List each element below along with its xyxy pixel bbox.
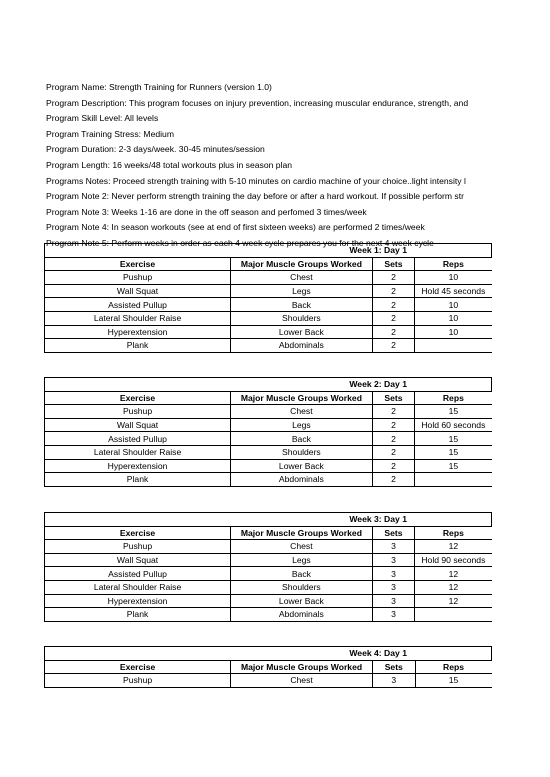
cell-reps (415, 339, 492, 353)
cell-sets: 3 (372, 553, 415, 567)
week-title: Week 3: Day 1 (45, 513, 492, 527)
cell-sets: 3 (372, 608, 415, 622)
table-row (45, 594, 492, 608)
cell-sets: 3 (372, 540, 415, 554)
cell-reps: 15 (415, 459, 492, 473)
cell-exercise: Assisted Pullup (45, 432, 231, 446)
col-header-exercise: Exercise (45, 391, 231, 405)
cell-reps: 15 (415, 674, 491, 688)
col-header-exercise: Exercise (45, 526, 231, 540)
cell-sets: 2 (372, 445, 415, 459)
table-row (45, 445, 492, 459)
cell-reps (415, 473, 492, 487)
table-row (45, 311, 492, 325)
col-header-exercise: Exercise (45, 257, 231, 271)
table-row (45, 325, 492, 339)
cell-sets: 3 (372, 674, 415, 688)
cell-sets: 2 (372, 473, 415, 487)
program-note-4-line: Program Note 4: In season workouts (see at end of first sixteen weeks) are performed 2 times/week (46, 222, 425, 233)
program-training-stress-line: Program Training Stress: Medium (46, 128, 174, 139)
cell-sets: 3 (372, 594, 415, 608)
program-name-line: Program Name: Strength Training for Runners (version 1.0) (46, 82, 272, 92)
cell-reps: 12 (415, 540, 492, 554)
table-row (45, 567, 492, 581)
cell-exercise: Lateral Shoulder Raise (45, 445, 231, 459)
col-header-reps: Reps (415, 660, 491, 674)
week-3-table (44, 512, 492, 622)
col-header-reps: Reps (415, 257, 492, 271)
program-note-3-line: Program Note 3: Weeks 1-16 are done in the off season and perfomed 3 times/week (46, 206, 367, 217)
table-row (45, 580, 492, 594)
cell-reps: Hold 90 seconds (415, 553, 492, 567)
cell-exercise: Lateral Shoulder Raise (45, 311, 231, 325)
cell-muscles: Lower Back (231, 325, 373, 339)
cell-sets: 2 (372, 405, 415, 419)
col-header-sets: Sets (372, 526, 415, 540)
cell-sets: 2 (372, 271, 415, 285)
cell-exercise: Hyperextension (45, 459, 231, 473)
cell-muscles: Abdominals (231, 339, 373, 353)
cell-muscles: Lower Back (231, 459, 373, 473)
cell-reps: Hold 60 seconds (415, 418, 492, 432)
week-4-table-wrap (44, 646, 492, 688)
cell-reps (415, 608, 492, 622)
cell-exercise: Pushup (45, 405, 231, 419)
cell-exercise: Plank (45, 473, 231, 487)
table-row (45, 432, 492, 446)
col-header-muscles: Major Muscle Groups Worked (231, 257, 373, 271)
table-row (45, 298, 492, 312)
week-title: Week 2: Day 1 (45, 378, 492, 392)
cell-sets: 3 (372, 580, 415, 594)
cell-exercise: Pushup (45, 674, 231, 688)
cell-reps: 15 (415, 445, 492, 459)
cell-sets: 2 (372, 418, 415, 432)
week-title: Week 4: Day 1 (45, 647, 492, 661)
week-1-table (44, 243, 492, 353)
cell-exercise: Assisted Pullup (45, 298, 231, 312)
week-3-table-wrap (44, 512, 492, 622)
col-header-muscles: Major Muscle Groups Worked (231, 526, 373, 540)
cell-sets: 2 (372, 339, 415, 353)
cell-exercise: Plank (45, 608, 231, 622)
cell-exercise: Wall Squat (45, 553, 231, 567)
cell-sets: 2 (372, 325, 415, 339)
table-row (45, 405, 492, 419)
col-header-sets: Sets (372, 660, 415, 674)
col-header-reps: Reps (415, 391, 492, 405)
col-header-muscles: Major Muscle Groups Worked (231, 660, 373, 674)
cell-sets: 2 (372, 432, 415, 446)
cell-exercise: Assisted Pullup (45, 567, 231, 581)
week-4-table (44, 646, 492, 688)
week-2-table (44, 377, 492, 487)
col-header-sets: Sets (372, 391, 415, 405)
cell-reps: Hold 45 seconds (415, 284, 492, 298)
cell-muscles: Chest (231, 271, 373, 285)
cell-muscles: Shoulders (231, 445, 373, 459)
program-length-line: Program Length: 16 weeks/48 total workouts plus in season plan (46, 159, 293, 170)
cell-exercise: Wall Squat (45, 418, 231, 432)
cell-muscles: Chest (231, 540, 373, 554)
cell-reps: 12 (415, 567, 492, 581)
cell-reps: 10 (415, 271, 492, 285)
week-2-table-wrap (44, 377, 492, 487)
cell-muscles: Back (231, 567, 373, 581)
cell-exercise: Wall Squat (45, 284, 231, 298)
program-notes (46, 80, 492, 252)
cell-muscles: Chest (231, 674, 373, 688)
col-header-muscles: Major Muscle Groups Worked (231, 391, 373, 405)
cell-reps: 15 (415, 432, 492, 446)
table-row (45, 418, 492, 432)
program-note-2-line: Program Note 2: Never perform strength training the day before or after a hard workout. If possible perform str (46, 191, 464, 202)
cell-muscles: Abdominals (231, 473, 373, 487)
table-row (45, 608, 492, 622)
cell-muscles: Legs (231, 553, 373, 567)
cell-sets: 2 (372, 311, 415, 325)
cell-exercise: Lateral Shoulder Raise (45, 580, 231, 594)
cell-muscles: Shoulders (231, 311, 373, 325)
table-row (45, 473, 492, 487)
program-notes-line: Programs Notes: Proceed strength training with 5-10 minutes on cardio machine of your choice..light intensity l (46, 175, 466, 186)
cell-sets: 2 (372, 284, 415, 298)
week-1-table-wrap (44, 243, 492, 353)
table-row (45, 459, 492, 473)
program-skill-level-line: Program Skill Level: All levels (46, 113, 159, 124)
cell-reps: 12 (415, 594, 492, 608)
week-title: Week 1: Day 1 (45, 244, 492, 258)
table-row (45, 271, 492, 285)
col-header-exercise: Exercise (45, 660, 231, 674)
cell-sets: 2 (372, 298, 415, 312)
cell-muscles: Back (231, 298, 373, 312)
cell-muscles: Shoulders (231, 580, 373, 594)
cell-reps: 10 (415, 325, 492, 339)
cell-muscles: Legs (231, 418, 373, 432)
program-description-line: Program Description: This program focuses on injury prevention, increasing muscular endurance, strength, and (46, 97, 469, 108)
cell-exercise: Plank (45, 339, 231, 353)
cell-exercise: Pushup (45, 540, 231, 554)
col-header-reps: Reps (415, 526, 492, 540)
cell-exercise: Hyperextension (45, 325, 231, 339)
cell-reps: 10 (415, 311, 492, 325)
cell-muscles: Back (231, 432, 373, 446)
cell-muscles: Chest (231, 405, 373, 419)
cell-reps: 12 (415, 580, 492, 594)
cell-exercise: Hyperextension (45, 594, 231, 608)
cell-muscles: Legs (231, 284, 373, 298)
cell-exercise: Pushup (45, 271, 231, 285)
table-row (45, 339, 492, 353)
table-row (45, 674, 492, 688)
cell-muscles: Lower Back (231, 594, 373, 608)
program-duration-line: Program Duration: 2-3 days/week. 30-45 minutes/session (46, 144, 265, 155)
table-row (45, 284, 492, 298)
cell-sets: 3 (372, 567, 415, 581)
program-note-5-line: Program Note 5: Perform weeks in order as each 4 week cycle prepares you for the next 4 week cycle (46, 237, 434, 248)
cell-muscles: Abdominals (231, 608, 373, 622)
table-row (45, 540, 492, 554)
cell-reps: 15 (415, 405, 492, 419)
col-header-sets: Sets (372, 257, 415, 271)
cell-sets: 2 (372, 459, 415, 473)
cell-reps: 10 (415, 298, 492, 312)
table-row (45, 553, 492, 567)
